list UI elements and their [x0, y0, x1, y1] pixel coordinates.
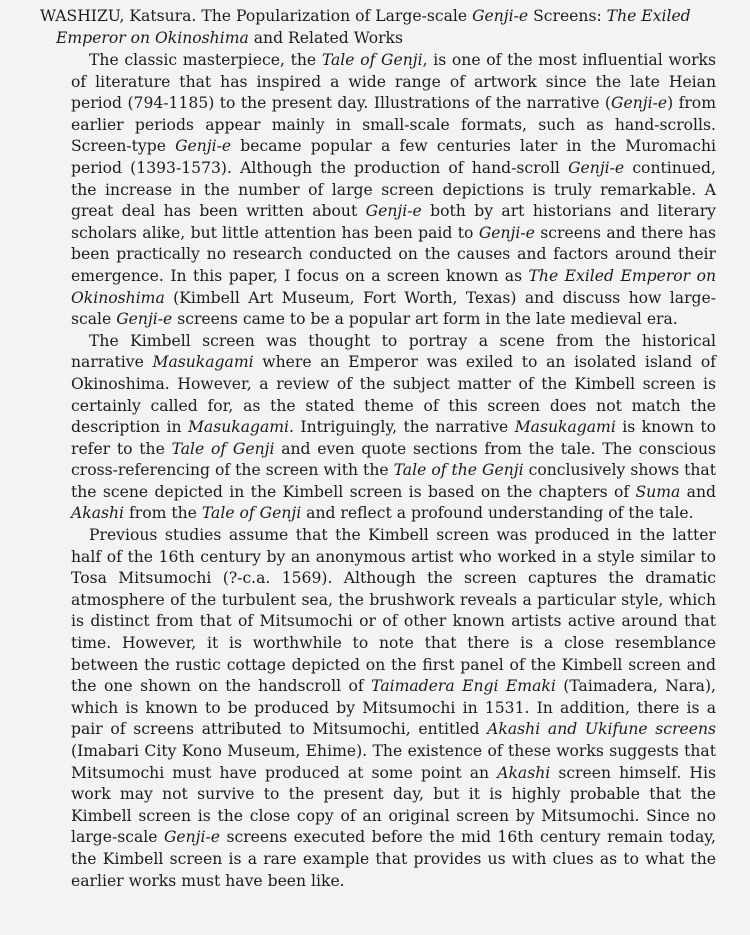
text-run: . Intriguingly, the narrative	[289, 418, 515, 437]
italic-title-run: Taimadera Engi Emaki	[371, 677, 556, 696]
text-run: continued, the increase in the number of large screen depictions is truly remarkable. A great deal has been written about	[71, 158, 716, 221]
italic-title-run: Tale of Genji	[201, 504, 302, 523]
title-part: The Popularization of Large-scale	[201, 7, 473, 25]
text-run: Previous studies assume that the Kimbell screen was produced in the latter half of the 16th century by an anonymous artist who worked in a style similar to Tosa Mitsumochi (?-c.a. 1569). Although the screen captures the dramatic atmosphere of the turbulent sea, the brushwork reveals a particular style, which is distinct from that of Mitsumochi or of other known artists active around that time. However, it is worthwhile to note that there is a close resemblance between the rustic cottage depicted on the first panel of the Kimbell screen and the one shown on the handscroll of	[71, 526, 716, 696]
text-run: screens executed before the mid 16th century remain today, the Kimbell screen is a rare example that provides us with clues as to what the earlier works must have been like.	[71, 828, 716, 890]
italic-title-run: Genji-e	[568, 158, 625, 177]
italic-title-run: Genji-e	[163, 828, 221, 847]
title-continuation	[40, 28, 740, 50]
text-run: became popular a few centuries later in the Muromachi period (1393-1573). Although the production of hand-scroll	[71, 137, 716, 177]
title-part: and Related Works	[248, 28, 403, 47]
text-run: conclusively shows that the scene depicted in the Kimbell screen is based on the chapters of	[71, 461, 716, 501]
text-run: and	[680, 482, 716, 501]
title-part-italic: The Exiled	[606, 7, 691, 25]
text-run: The Kimbell screen was thought to portray a scene from the historical narrative	[71, 331, 716, 372]
text-run: both by art historians and literary scholars alike, but little attention has been paid to	[71, 202, 716, 242]
text-run: screens and there has been practically no research conducted on the causes and factors around their emergence. In this paper, I focus on a screen known as	[71, 223, 717, 285]
text-run: and reflect a profound understanding of the tale.	[301, 504, 694, 523]
abstract-heading	[40, 6, 740, 49]
italic-title-run: Genji-e	[478, 223, 535, 242]
italic-title-run: Suma	[635, 482, 681, 501]
text-run: is known to refer to the	[71, 418, 716, 458]
text-run: (Taimadera, Nara), which is known to be produced by Mitsumochi in 1531. In addition, there is a pair of screens attributed to Mitsumochi, entitled	[71, 677, 716, 739]
italic-title-run: Tale of Genji	[171, 439, 275, 458]
author-name: WASHIZU, Katsura.	[40, 7, 197, 25]
italic-title-run: Akashi	[71, 504, 125, 523]
italic-title-run: Akashi	[497, 763, 551, 782]
text-run: (Kimbell Art Museum, Fort Worth, Texas) and discuss how large-scale	[71, 288, 716, 329]
text-run: screens came to be a popular art form in the late medieval era.	[172, 310, 678, 329]
text-run: ) from earlier periods appear mainly in small-scale formats, such as hand-scrolls. Screen-type	[71, 94, 716, 156]
italic-title-run: Genji-e	[611, 94, 668, 113]
italic-title-run: Tale of Genji	[321, 51, 423, 69]
paragraph-2	[71, 331, 716, 525]
italic-title-run: Masukagami	[187, 418, 290, 437]
abstract-body	[71, 50, 716, 892]
italic-title-run: Genji-e	[365, 202, 422, 221]
text-run: screen himself. His work may not survive to the present day, but it is highly probable that the Kimbell screen is the close copy of an original screen by Mitsumochi. Since no large-scale	[71, 763, 716, 847]
italic-title-run: Masukagami	[152, 353, 254, 372]
text-run: (Imabari City Kono Museum, Ehime). The existence of these works suggests that Mitsumochi must have produced at some point an	[71, 742, 716, 782]
title-part-italic: Emperor on Okinoshima	[56, 28, 249, 47]
title-part: Screens:	[528, 7, 607, 25]
text-run: The classic masterpiece, the	[89, 51, 322, 69]
italic-title-run: Tale of the Genji	[393, 461, 524, 480]
text-run: , is one of the most influential works of literature that has inspired a wide range of artwork since the late Heian period (794-1185) to the present day. Illustrations of the narrative (	[71, 51, 717, 113]
italic-title-run: Genji-e	[116, 310, 173, 329]
italic-title-run: Akashi and Ukifune screens	[487, 720, 716, 739]
italic-title-run: Masukagami	[514, 418, 616, 437]
title-part-italic: Genji-e	[472, 7, 529, 25]
text-run: and even quote sections from the tale. The conscious cross-referencing of the screen with the	[71, 439, 717, 480]
title-text	[201, 7, 690, 25]
text-run: from the	[124, 504, 202, 523]
italic-title-run: The Exiled Emperor on Okinoshima	[71, 266, 717, 307]
italic-title-run: Genji-e	[175, 137, 232, 156]
paragraph-1	[71, 50, 716, 331]
paragraph-3	[71, 525, 716, 892]
text-run: where an Emperor was exiled to an isolated island of Okinoshima. However, a review of the subject matter of the Kimbell screen is certainly called for, as the stated theme of this screen does not match the description in	[71, 353, 716, 437]
